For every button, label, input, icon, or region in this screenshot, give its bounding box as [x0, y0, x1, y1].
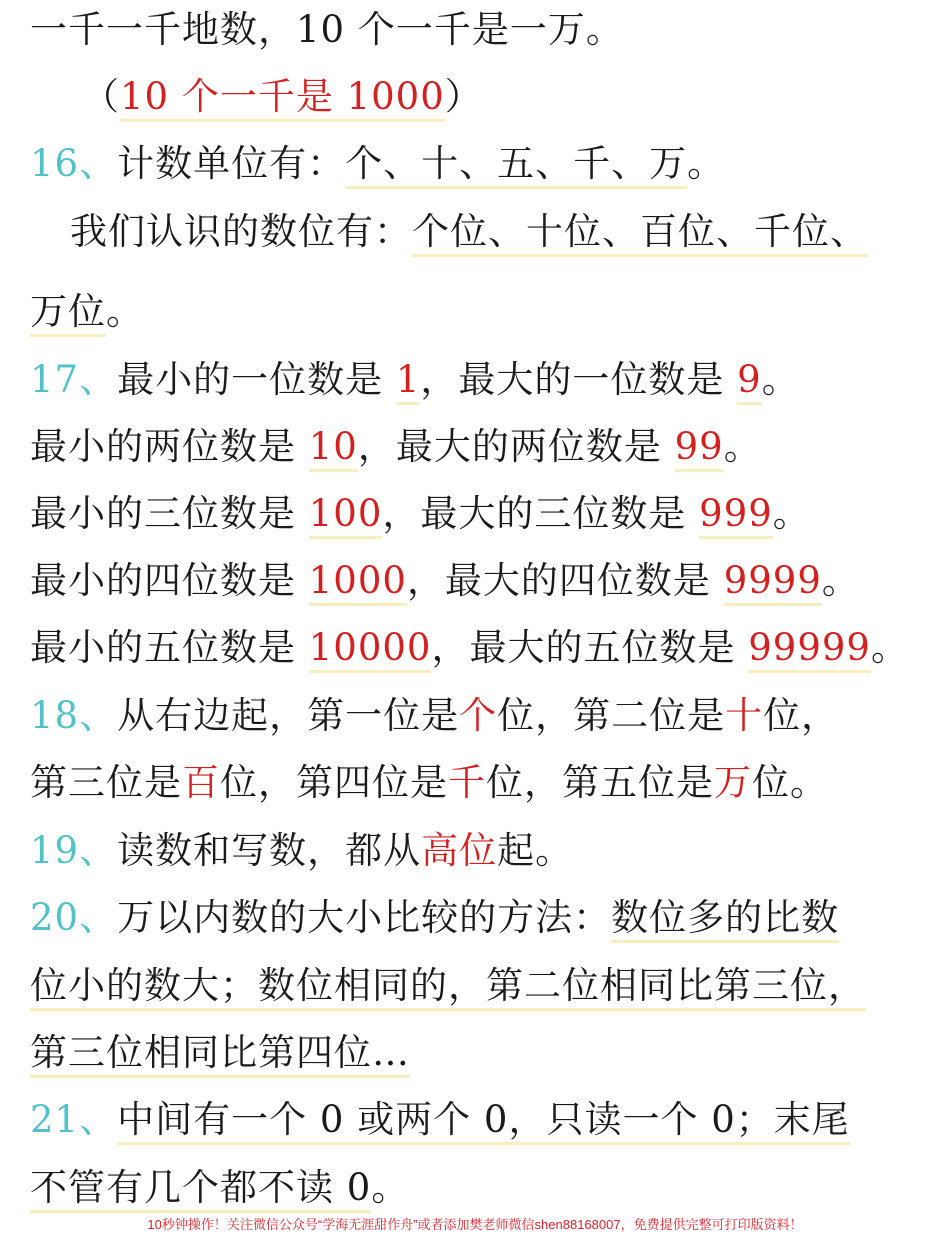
text-segment: 第三位相同比第四位… — [30, 1031, 410, 1078]
text-line — [70, 208, 868, 256]
text-segment: 。 — [870, 626, 909, 669]
text-segment: 不管有几个都不读 0 — [30, 1166, 371, 1213]
text-line — [30, 423, 762, 471]
text-segment: 位。 — [752, 761, 828, 804]
text-segment: 位，第五位是 — [486, 761, 714, 804]
text-segment: 数位多的比数 — [611, 896, 839, 943]
text-segment: 17、 — [30, 358, 118, 401]
text-segment: ，最大的四位数是 — [406, 559, 724, 602]
text-segment: 10 个一千是 1000 — [120, 75, 445, 122]
text-segment: 读数和写数，都从 — [117, 829, 422, 872]
text-segment: 最小的五位数是 — [30, 626, 309, 669]
text-line — [30, 490, 811, 538]
text-line — [30, 6, 624, 54]
text-segment: 10000 — [309, 626, 432, 673]
text-segment: 。 — [723, 425, 762, 468]
text-segment: （ — [82, 75, 120, 118]
text-segment: 高位 — [421, 829, 498, 872]
text-segment: 万以内数的大小比较的方法： — [117, 896, 612, 939]
text-line — [30, 692, 839, 740]
text-segment: 19、 — [30, 829, 118, 872]
text-segment: 千 — [448, 761, 486, 804]
text-segment: 个、十、五、千、万 — [345, 142, 687, 189]
text-line — [30, 827, 573, 875]
text-segment: 个 — [459, 694, 498, 737]
text-segment: 位小的数大；数位相同的，第二位相同比第三位， — [30, 964, 866, 1011]
text-segment: 99999 — [748, 626, 871, 673]
text-line — [30, 1096, 850, 1144]
text-segment: 。 — [821, 559, 860, 602]
text-segment: ，最大的五位数是 — [431, 626, 749, 669]
text-segment: 百 — [182, 761, 220, 804]
text-segment: 1 — [396, 358, 421, 405]
text-segment: 一千一千地数，10 个一千是一万。 — [30, 8, 624, 51]
text-segment: 万 — [714, 761, 752, 804]
text-segment: 最小的三位数是 — [30, 492, 309, 535]
text-segment: 。 — [761, 358, 800, 401]
text-segment: 计数单位有： — [117, 142, 346, 185]
footer-promo-text: 10秒钟操作！关注微信公众号“学海无涯甜作舟”或者添加樊老师微信shen88168007，免费提供完整可打印版资料！ — [147, 1217, 803, 1232]
text-segment: 位，第四位是 — [220, 761, 448, 804]
text-segment: 位，第二位是 — [497, 694, 726, 737]
text-line — [30, 557, 860, 605]
text-segment: 中间有一个 0 或两个 0，只读一个 0；末尾 — [117, 1098, 850, 1145]
text-line — [30, 288, 144, 336]
text-segment: 。 — [772, 492, 811, 535]
text-segment: 100 — [309, 492, 383, 539]
text-line — [30, 894, 839, 942]
text-segment: 99 — [675, 425, 724, 472]
text-line — [82, 73, 483, 121]
text-segment: 我们认识的数位有： — [70, 210, 412, 253]
text-line — [30, 1029, 410, 1077]
text-line — [30, 962, 866, 1010]
text-segment: ，最大的三位数是 — [382, 492, 700, 535]
text-line — [30, 759, 828, 807]
text-line — [30, 356, 800, 404]
text-segment: 第三位是 — [30, 761, 182, 804]
text-segment: 最小的两位数是 — [30, 425, 309, 468]
text-segment: 16、 — [30, 142, 118, 185]
text-segment: 十 — [725, 694, 764, 737]
text-segment: 个位、十位、百位、千位、 — [412, 210, 868, 257]
text-segment: 21、 — [30, 1098, 118, 1141]
text-segment: 999 — [699, 492, 773, 539]
text-line — [30, 624, 909, 672]
text-segment: 20、 — [30, 896, 118, 939]
text-segment: 。 — [106, 290, 144, 333]
text-segment: 1000 — [309, 559, 407, 606]
text-segment: 。 — [687, 142, 726, 185]
text-segment: 最小的四位数是 — [30, 559, 309, 602]
text-segment: 10 — [309, 425, 358, 472]
text-segment: 9999 — [724, 559, 822, 606]
text-line — [30, 1164, 409, 1212]
text-segment: 起。 — [497, 829, 574, 872]
text-segment: ，最大的一位数是 — [420, 358, 738, 401]
text-line — [30, 140, 725, 188]
text-segment: ，最大的两位数是 — [357, 425, 675, 468]
text-segment: 最小的一位数是 — [117, 358, 396, 401]
text-segment: 。 — [371, 1166, 410, 1209]
text-segment: 万位 — [30, 290, 106, 337]
text-segment: 从右边起，第一位是 — [117, 694, 460, 737]
text-segment: 9 — [737, 358, 762, 405]
text-segment: ） — [444, 75, 483, 118]
text-segment: 18、 — [30, 694, 118, 737]
text-segment: 位， — [763, 694, 840, 737]
